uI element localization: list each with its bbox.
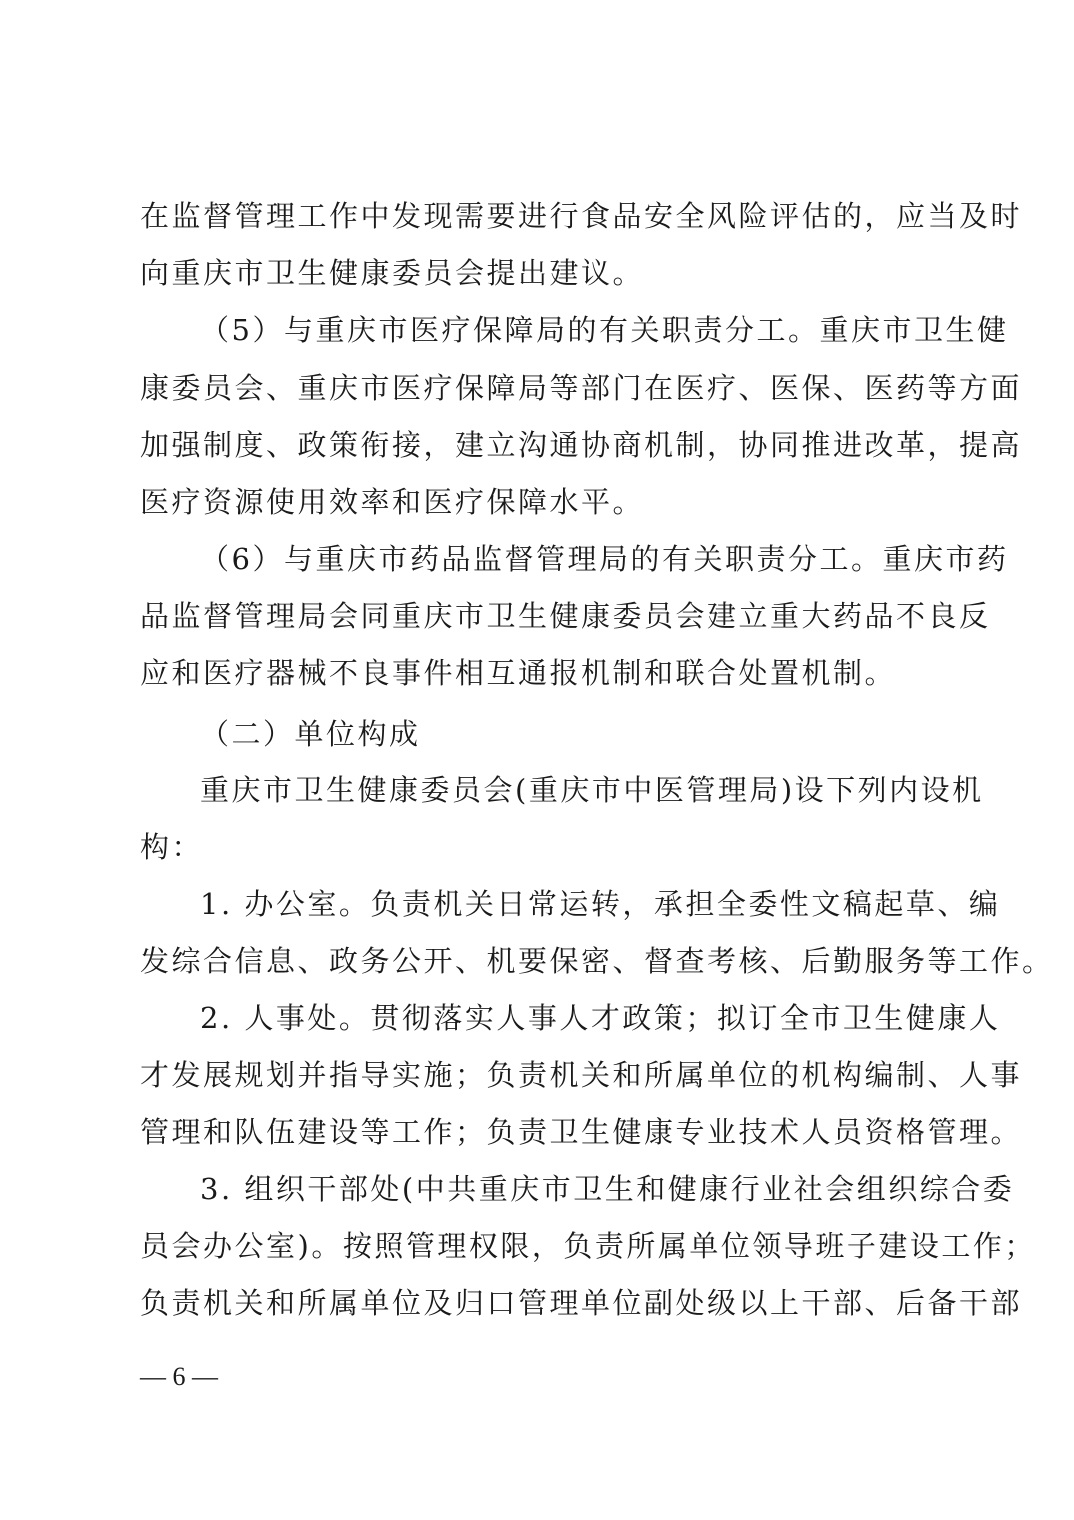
body-line: 2. 人事处。贯彻落实人事人才政策；拟订全市卫生健康人 — [200, 1001, 1001, 1035]
body-line: 重庆市卫生健康委员会(重庆市中医管理局)设下列内设机 — [200, 773, 984, 807]
body-line: 发综合信息、政务公开、机要保密、督查考核、后勤服务等工作。 — [140, 944, 1054, 978]
body-line: 负责机关和所属单位及归口管理单位副处级以上干部、后备干部 — [140, 1286, 1023, 1320]
body-line: （5）与重庆市医疗保障局的有关职责分工。重庆市卫生健 — [200, 313, 1009, 347]
body-line: 管理和队伍建设等工作；负责卫生健康专业技术人员资格管理。 — [140, 1115, 1023, 1149]
body-line: 医疗资源使用效率和医疗保障水平。 — [140, 485, 645, 519]
body-line: 品监督管理局会同重庆市卫生健康委员会建立重大药品不良反 — [140, 599, 991, 633]
body-line: 1. 办公室。负责机关日常运转，承担全委性文稿起草、编 — [200, 887, 1001, 921]
page-number: — 6 — — [140, 1362, 218, 1391]
body-line: 向重庆市卫生健康委员会提出建议。 — [140, 256, 645, 290]
body-line: 应和医疗器械不良事件相互通报机制和联合处置机制。 — [140, 656, 897, 690]
body-line: 康委员会、重庆市医疗保障局等部门在医疗、医保、医药等方面 — [140, 371, 1023, 405]
body-line: 加强制度、政策衔接，建立沟通协商机制，协同推进改革，提高 — [140, 428, 1023, 462]
body-line: 员会办公室)。按照管理权限，负责所属单位领导班子建设工作； — [140, 1229, 1036, 1263]
body-line: （6）与重庆市药品监督管理局的有关职责分工。重庆市药 — [200, 542, 1009, 576]
body-line: 才发展规划并指导实施；负责机关和所属单位的机构编制、人事 — [140, 1058, 1023, 1092]
body-line: 3. 组织干部处(中共重庆市卫生和健康行业社会组织综合委 — [200, 1172, 1015, 1206]
body-line: 构： — [140, 830, 204, 864]
section-heading: （二）单位构成 — [200, 717, 421, 751]
body-line: 在监督管理工作中发现需要进行食品安全风险评估的，应当及时 — [140, 199, 1023, 233]
